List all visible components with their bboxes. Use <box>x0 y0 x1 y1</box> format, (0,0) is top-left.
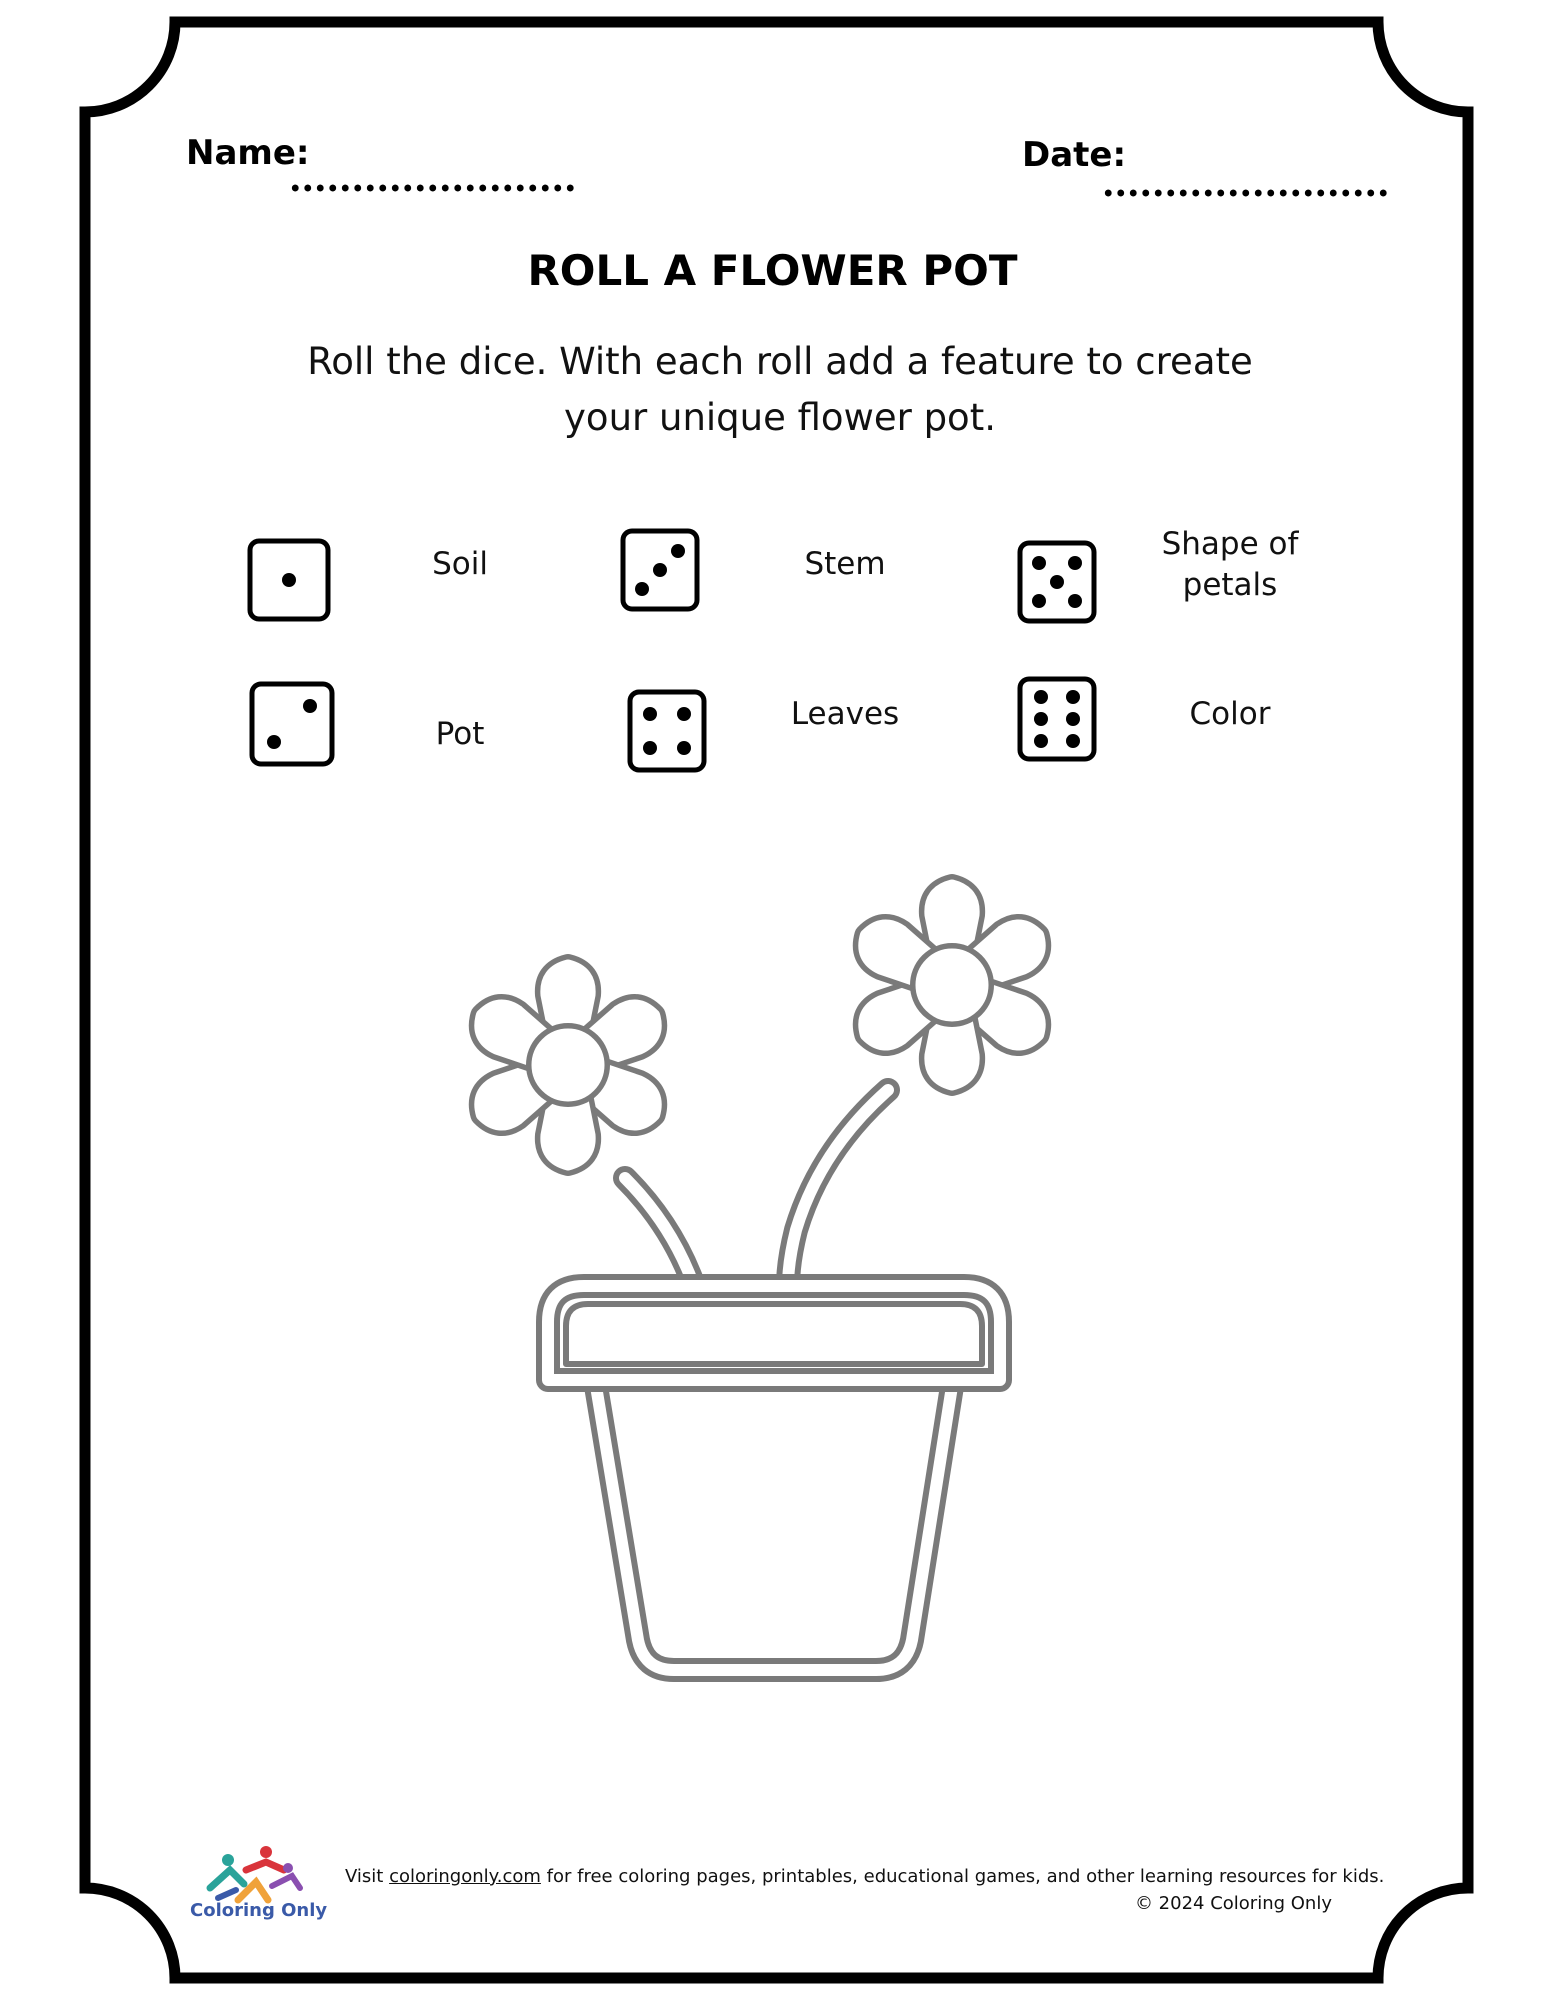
die-label-color: Color <box>1189 696 1271 732</box>
die-label-stem: Stem <box>804 546 886 582</box>
footer-visit-suffix: for free coloring pages, printables, educational games, and other learning resources for kids. <box>540 1866 1385 1887</box>
footer-visit-prefix: Visit <box>345 1866 390 1887</box>
page-title: ROLL A FLOWER POT <box>527 246 1018 295</box>
name-label: Name: <box>186 133 310 173</box>
die-label-shape-of-petals: Shape of petals <box>1161 526 1299 603</box>
die-label-pot: Pot <box>435 716 485 752</box>
date-label: Date: <box>1022 135 1127 175</box>
logo-text: Coloring Only <box>190 1900 328 1921</box>
copyright-text: © 2024 Coloring Only <box>1134 1893 1332 1914</box>
footer-visit-text <box>345 1866 1384 1887</box>
coloringonly-link[interactable]: coloringonly.com <box>389 1866 541 1887</box>
instructions-text: Roll the dice. With each roll add a feature to create your unique flower pot. <box>307 340 1253 439</box>
die-label-soil: Soil <box>432 546 488 582</box>
die-label-leaves: Leaves <box>790 696 900 732</box>
